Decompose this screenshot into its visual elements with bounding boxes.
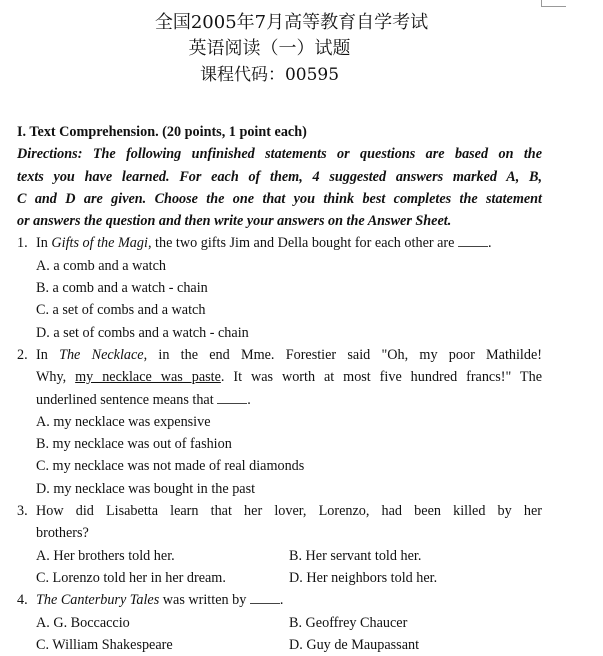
underlined-sentence: my necklace was paste [75, 369, 221, 386]
options-row [17, 612, 542, 634]
page-corner-mark [541, 0, 566, 7]
work-title: The Canterbury Tales [36, 592, 160, 609]
directions-line: C and D are given. Choose the one that you think best completes the statement [17, 190, 542, 207]
directions-line: or answers the question and then write your answers on the Answer Sheet. [17, 213, 452, 230]
option-a: A. a comb and a watch [36, 257, 167, 274]
option-d: D. a set of combs and a watch - chain [36, 324, 249, 341]
option-b: B. my necklace was out of fashion [36, 436, 232, 453]
section-heading: I. Text Comprehension. (20 points, 1 point each) [17, 124, 307, 140]
option-d: D. Her neighbors told her. [289, 569, 438, 586]
answer-blank [250, 591, 280, 604]
option-c: C. Lorenzo told her in her dream. [36, 569, 226, 586]
directions-label: Directions: [17, 146, 83, 163]
subject-title: 英语阅读（一）试题 [188, 38, 351, 59]
question-3: 3. How did Lisabetta learn that her lover, Lorenzo, had been killed by her [17, 500, 542, 522]
question-3-line-2: brothers? [36, 525, 89, 542]
question-number: 1. [17, 235, 28, 252]
answer-blank [217, 391, 247, 404]
option-d: D. my necklace was bought in the past [36, 480, 256, 497]
question-2-line-2: Why, my necklace was paste. It was worth at most five hundred francs!" The [36, 369, 542, 386]
option-d: D. Guy de Maupassant [289, 636, 420, 653]
question-2-line-3: underlined sentence means that . [36, 391, 251, 408]
question-number: 3. [17, 503, 28, 520]
question-1: 1. In Gifts of the Magi, the two gifts Jim and Della bought for each other are . [17, 232, 542, 254]
options-row [17, 567, 542, 589]
option-c: C. a set of combs and a watch [36, 302, 206, 319]
option-b: B. Geoffrey Chaucer [289, 614, 408, 631]
option-c: C. William Shakespeare [36, 636, 173, 653]
course-code: 课程代码：00595 [199, 65, 340, 85]
options-row [17, 545, 542, 567]
option-a: A. G. Boccaccio [36, 614, 130, 631]
option-a: A. my necklace was expensive [36, 413, 211, 430]
option-b: B. Her servant told her. [289, 547, 422, 564]
exam-title: 全国2005年7月高等教育自学考试 [154, 12, 429, 33]
answer-blank [458, 234, 488, 247]
work-title: Gifts of the Magi [51, 235, 148, 252]
options-row [17, 634, 542, 656]
option-a: A. Her brothers told her. [36, 547, 175, 564]
directions-line: texts you have learned. For each of them, 4 suggested answers marked A, B, [17, 168, 542, 185]
option-c: C. my necklace was not made of real diamonds [36, 458, 305, 475]
question-number: 4. [17, 592, 28, 609]
option-b: B. a comb and a watch - chain [36, 280, 208, 297]
work-title: The Necklace [59, 346, 144, 363]
question-2: 2. In The Necklace, in the end Mme. Forestier said "Oh, my poor Mathilde! [17, 344, 542, 366]
question-number: 2. [17, 346, 28, 363]
directions-line: Directions: The following unfinished statements or questions are based on the [17, 146, 542, 163]
exam-body [17, 121, 542, 656]
question-4: 4. The Canterbury Tales was written by . [17, 589, 542, 611]
